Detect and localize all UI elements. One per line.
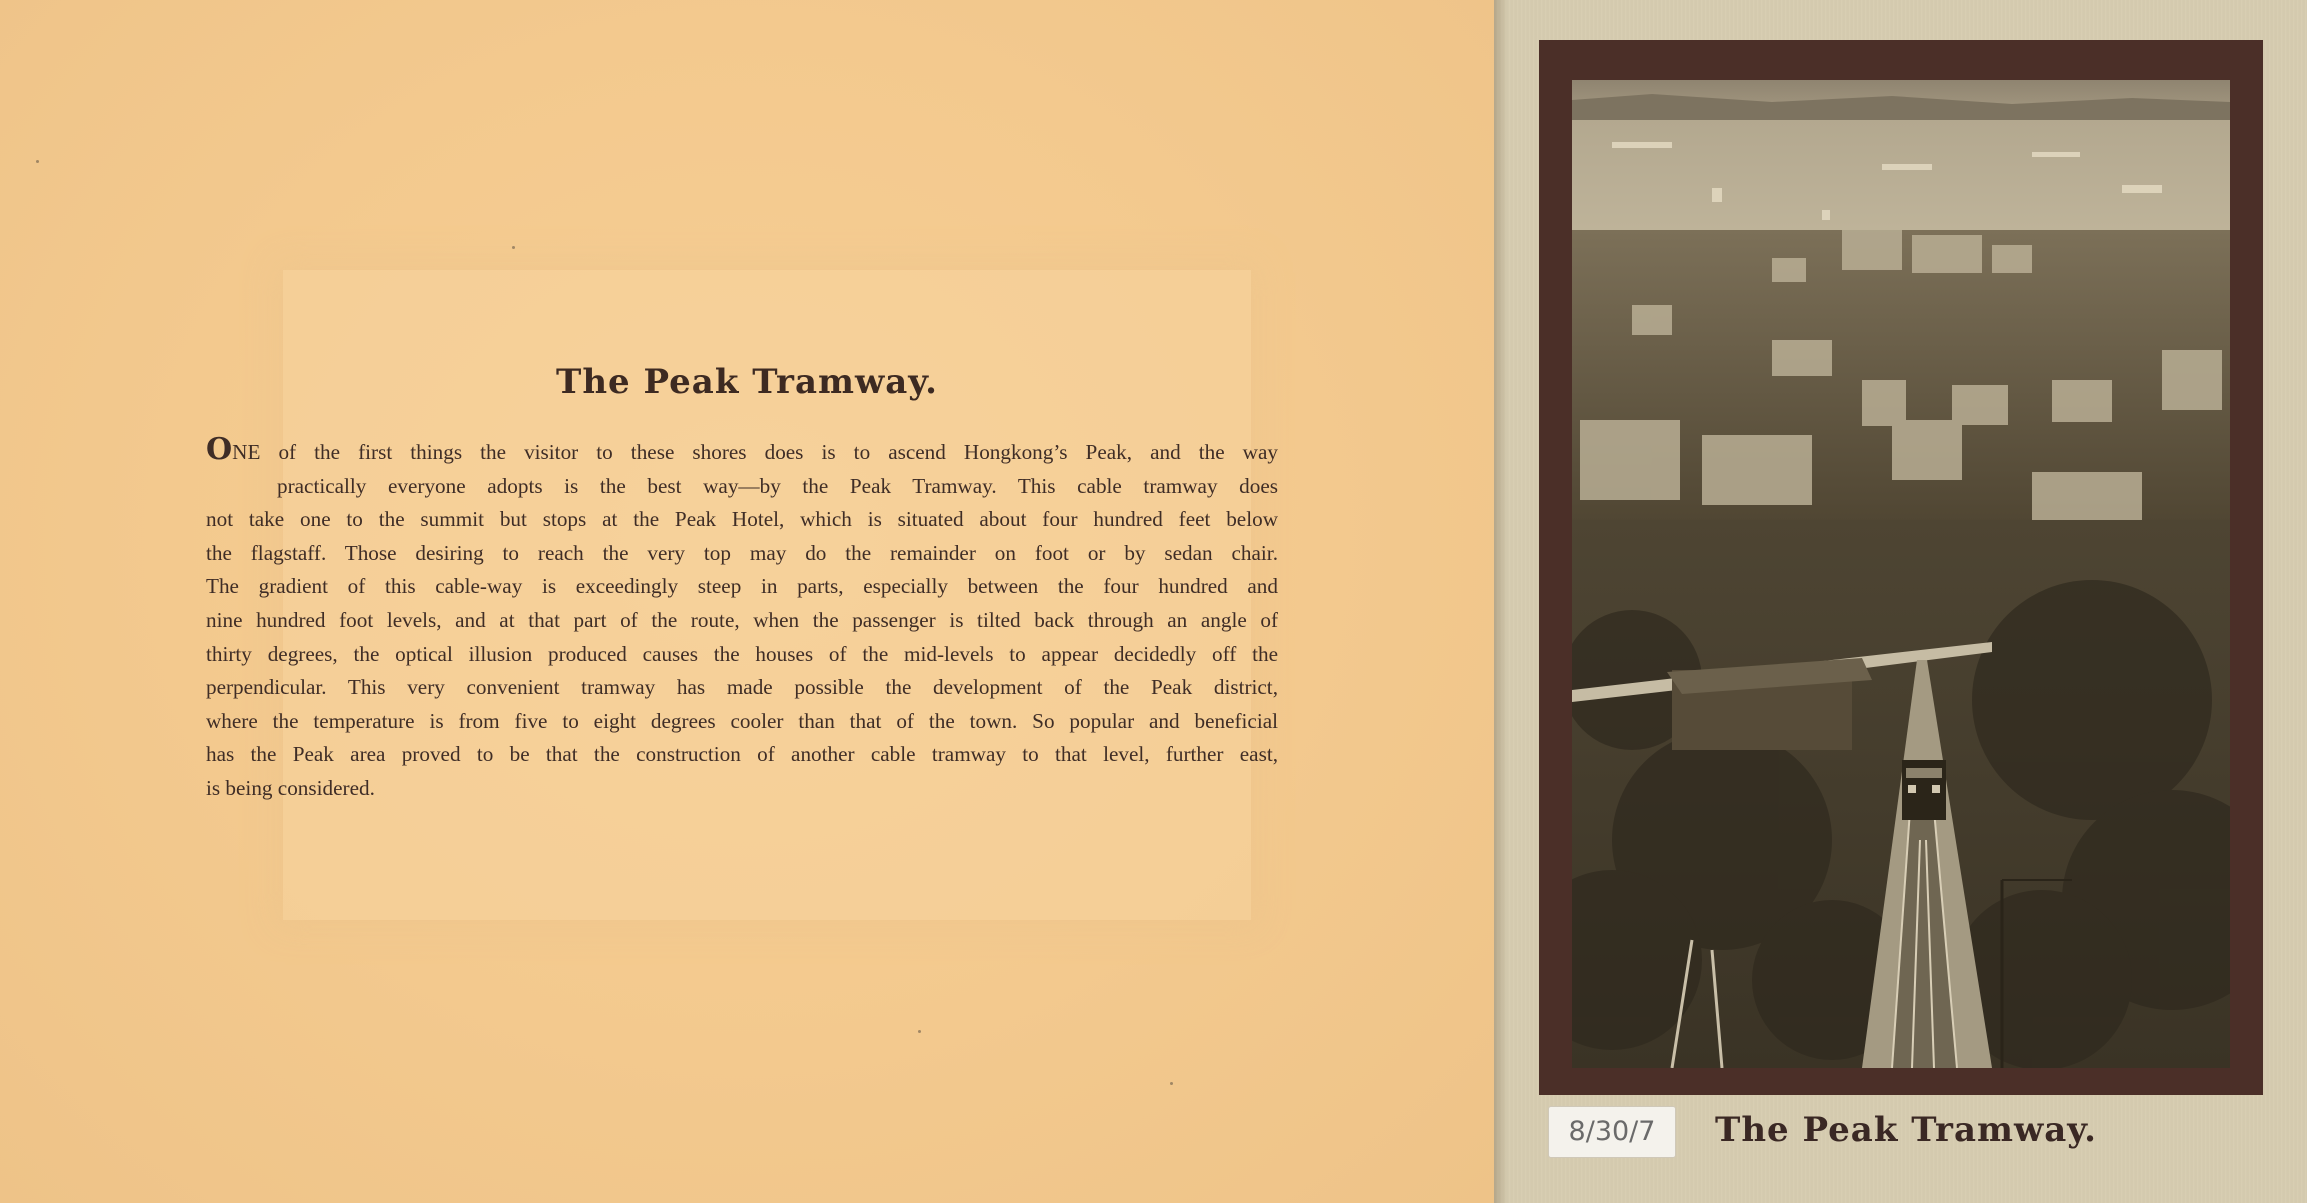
paper-speck: [36, 160, 39, 163]
text-line: where the temperature is from five to eight degrees cooler than that of the town. So popular and beneficial: [206, 708, 1278, 733]
text-line: nine hundred foot levels, and at that part of the route, when the passenger is tilted back through an angle of: [206, 607, 1278, 632]
text-line: is being considered.: [206, 775, 375, 800]
body-paragraph: [206, 436, 1278, 806]
page-fold-shadow: [1494, 0, 1508, 1203]
text-line: thirty degrees, the optical illusion produced causes the houses of the mid-levels to appear decidedly off the: [206, 641, 1278, 666]
text-line-content: NE of the first things the visitor to these shores does is to ascend Hongkong’s Peak, and the way: [232, 440, 1278, 464]
peak-tram-photo: [1572, 80, 2230, 1068]
page-title: The Peak Tramway.: [556, 362, 938, 402]
text-line: has the Peak area proved to be that the construction of another cable tramway to that level, further east,: [206, 742, 1278, 767]
photo-caption: The Peak Tramway.: [1715, 1110, 2097, 1150]
text-line: [206, 436, 1278, 470]
photo-illustration: [1572, 80, 2230, 1068]
catalog-label: 8/30/7: [1548, 1106, 1676, 1158]
paper-speck: [1170, 1082, 1173, 1085]
text-line: perpendicular. This very convenient tramway has made possible the development of the Peak district,: [206, 675, 1278, 700]
drop-cap: O: [206, 436, 233, 467]
paper-speck: [512, 246, 515, 249]
text-line: not take one to the summit but stops at the Peak Hotel, which is situated about four hundred feet below: [206, 507, 1278, 532]
text-line: The gradient of this cable-way is exceedingly steep in parts, especially between the four hundred and: [206, 574, 1278, 599]
text-line: the flagstaff. Those desiring to reach the very top may do the remainder on foot or by sedan chair.: [206, 540, 1278, 565]
text-line: practically everyone adopts is the best way—by the Peak Tramway. This cable tramway does: [277, 473, 1278, 498]
paper-speck: [918, 1030, 921, 1033]
